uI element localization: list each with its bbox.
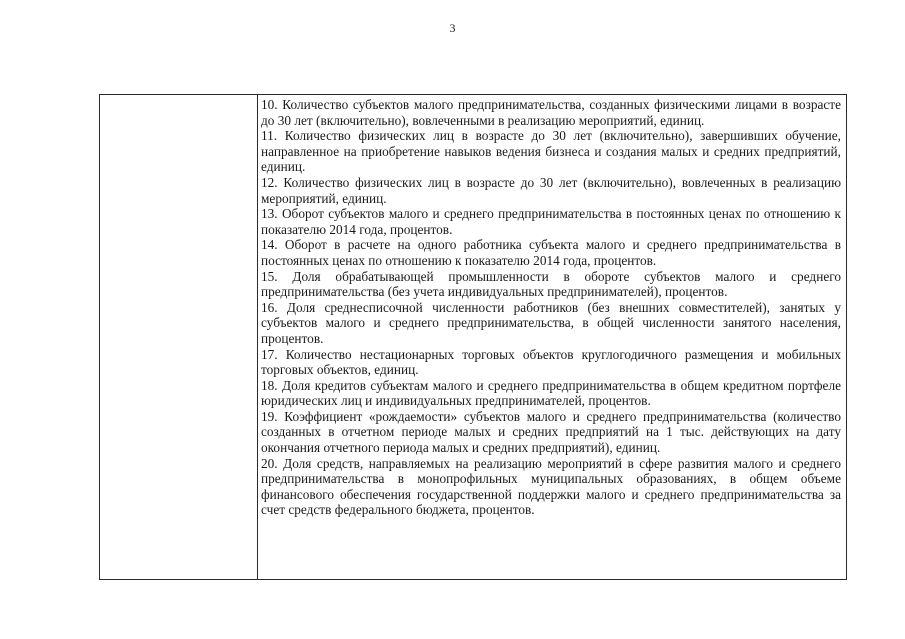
indicator-item-10: 10. Количество субъектов малого предпринимательства, созданных физическими лицами в возрасте до 30 лет (включительно), вовлеченными в реализацию мероприятий, единиц. xyxy=(261,97,841,128)
page-number: 3 xyxy=(449,21,456,35)
indicator-item-13: 13. Оборот субъектов малого и среднего предпринимательства в постоянных ценах по отношению к показателю 2014 года, процентов. xyxy=(261,206,841,237)
indicator-item-20: 20. Доля средств, направляемых на реализацию мероприятий в сфере развития малого и среднего предпринимательства в монопрофильных муниципальных образованиях, в общем объеме финансового обеспечения государственной поддержки малого и среднего предпринимательства за счет средств федерального бюджета, процентов. xyxy=(261,455,841,518)
indicator-item-14: 14. Оборот в расчете на одного работника субъекта малого и среднего предпринимательства в постоянных ценах по отношению к показателю 2014 года, процентов. xyxy=(261,237,841,268)
indicator-item-18: 18. Доля кредитов субъектам малого и среднего предпринимательства в общем кредитном портфеле юридических лиц и индивидуальных предпринимателей, процентов. xyxy=(261,377,841,409)
indicator-table xyxy=(99,94,847,580)
table-left-cell xyxy=(100,95,258,579)
indicator-item-16: 16. Доля среднесписочной численности работников (без внешних совместителей), занятых у субъектов малого и среднего предпринимательства, в общей численности занятого населения, процентов. xyxy=(261,299,841,346)
indicator-item-19: 19. Коэффициент «рождаемости» субъектов малого и среднего предпринимательства (количество созданных в отчетном периоде малых и средних предприятий на 1 тыс. действующих на дату окончания отчетного периода малых и средних предприятий), единиц. xyxy=(261,408,841,456)
table-right-cell xyxy=(258,95,846,579)
indicator-item-15: 15. Доля обрабатывающей промышленности в обороте субъектов малого и среднего предпринимательства (без учета индивидуальных предпринимателей), процентов. xyxy=(261,268,841,300)
indicator-item-12: 12. Количество физических лиц в возрасте до 30 лет (включительно), вовлеченных в реализацию мероприятий, единиц. xyxy=(261,174,841,206)
indicator-item-11: 11. Количество физических лиц в возрасте до 30 лет (включительно), завершивших обучение, направленное на приобретение навыков ведения бизнеса и создания малых и средних предприятий, единиц. xyxy=(261,128,841,175)
indicator-item-17: 17. Количество нестационарных торговых объектов круглогодичного размещения и мобильных торговых объектов, единиц. xyxy=(261,346,841,378)
